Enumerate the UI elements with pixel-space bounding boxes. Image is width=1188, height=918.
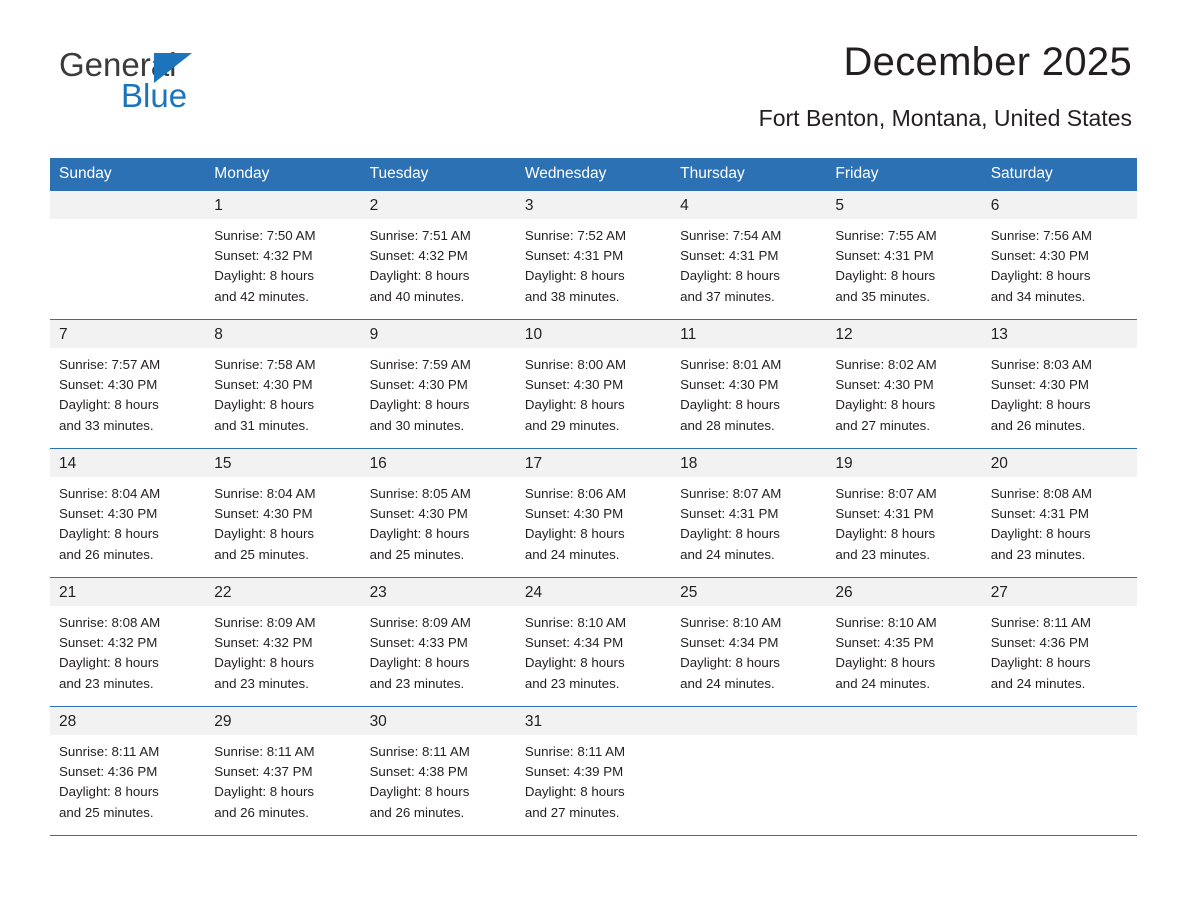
calendar-week-row: [50, 320, 1137, 449]
day-details: [50, 219, 205, 226]
day-details: [205, 735, 360, 823]
day-detail-line: Sunset: 4:31 PM: [835, 248, 934, 264]
day-details: [826, 477, 981, 565]
calendar-empty-cell: [671, 707, 826, 836]
calendar-day-cell[interactable]: [982, 578, 1137, 707]
day-number: [50, 191, 205, 219]
day-detail-line: Daylight: 8 hours: [990, 526, 1091, 542]
logo-text-blue: Blue: [121, 77, 188, 114]
calendar-day-cell[interactable]: [516, 578, 671, 707]
day-detail-line: Sunset: 4:32 PM: [59, 635, 158, 651]
day-number: 15: [205, 449, 360, 477]
day-detail-line: Sunrise: 8:11 AM: [990, 615, 1091, 630]
day-detail-line: and 24 minutes.: [835, 675, 931, 691]
calendar-day-cell[interactable]: [205, 320, 360, 449]
day-detail-line: Sunset: 4:30 PM: [214, 377, 313, 393]
day-detail-line: Sunrise: 8:11 AM: [524, 744, 626, 759]
day-number: [671, 707, 826, 735]
calendar-day-cell[interactable]: [205, 191, 360, 320]
logo-triangle-icon: [154, 53, 192, 83]
day-detail-line: Sunrise: 8:09 AM: [214, 615, 316, 630]
day-detail-line: and 27 minutes.: [524, 804, 620, 820]
day-number: 12: [826, 320, 981, 348]
day-number: 25: [671, 578, 826, 606]
day-detail-line: Daylight: 8 hours: [369, 655, 470, 671]
day-details: [205, 606, 360, 694]
day-number: 10: [516, 320, 671, 348]
calendar-day-cell[interactable]: [516, 707, 671, 836]
day-number: 31: [516, 707, 671, 735]
day-detail-line: Daylight: 8 hours: [59, 526, 159, 542]
day-detail-line: Daylight: 8 hours: [214, 397, 315, 413]
day-details: [516, 219, 671, 307]
day-detail-line: Sunset: 4:30 PM: [835, 377, 934, 393]
day-number: 5: [826, 191, 981, 219]
day-details: [982, 219, 1137, 307]
day-number: 16: [361, 449, 516, 477]
calendar-day-cell[interactable]: [671, 191, 826, 320]
day-detail-line: and 40 minutes.: [369, 288, 465, 304]
day-detail-line: Sunset: 4:38 PM: [369, 764, 468, 780]
calendar-day-cell[interactable]: [361, 320, 516, 449]
day-details: [826, 606, 981, 694]
day-number: 13: [982, 320, 1137, 348]
day-detail-line: Daylight: 8 hours: [369, 397, 470, 413]
day-detail-line: Daylight: 8 hours: [524, 784, 625, 800]
logo-text-general: General: [59, 46, 177, 83]
day-detail-line: Sunset: 4:30 PM: [524, 377, 624, 393]
day-detail-line: Sunset: 4:31 PM: [680, 506, 779, 522]
day-detail-line: and 30 minutes.: [369, 417, 465, 433]
calendar-day-cell[interactable]: [50, 578, 205, 707]
day-detail-line: Sunset: 4:36 PM: [990, 635, 1089, 651]
day-number: 3: [516, 191, 671, 219]
day-detail-line: Daylight: 8 hours: [59, 784, 159, 800]
day-detail-line: and 28 minutes.: [680, 417, 775, 433]
weekday-header-sunday: Sunday: [50, 158, 205, 191]
weekday-header-friday: Friday: [826, 158, 981, 191]
page-header: [50, 0, 1138, 131]
day-detail-line: and 24 minutes.: [990, 675, 1086, 691]
day-detail-line: Daylight: 8 hours: [369, 268, 470, 284]
day-number: 9: [361, 320, 516, 348]
day-detail-line: Sunset: 4:30 PM: [990, 377, 1089, 393]
day-details: [205, 477, 360, 565]
calendar-day-cell[interactable]: [50, 449, 205, 578]
day-detail-line: Sunrise: 8:08 AM: [990, 486, 1092, 501]
day-details: [50, 735, 205, 823]
day-detail-line: Daylight: 8 hours: [990, 655, 1091, 671]
day-detail-line: Sunset: 4:35 PM: [835, 635, 934, 651]
calendar-day-cell[interactable]: [516, 449, 671, 578]
weekday-header-thursday: Thursday: [671, 158, 826, 191]
day-details: [671, 477, 826, 565]
day-detail-line: Daylight: 8 hours: [524, 526, 625, 542]
day-details: [361, 219, 516, 307]
day-detail-line: Daylight: 8 hours: [369, 526, 470, 542]
calendar-week-row: [50, 707, 1137, 836]
day-detail-line: and 26 minutes.: [369, 804, 465, 820]
day-detail-line: and 42 minutes.: [214, 288, 309, 304]
calendar-day-cell[interactable]: [361, 449, 516, 578]
day-detail-line: Sunset: 4:30 PM: [369, 506, 468, 522]
day-details: [826, 219, 981, 307]
day-details: [671, 735, 826, 742]
calendar-day-cell[interactable]: [205, 578, 360, 707]
day-detail-line: Sunset: 4:30 PM: [59, 506, 158, 522]
day-number: 22: [205, 578, 360, 606]
day-details: [982, 477, 1137, 565]
calendar-week-row: [50, 449, 1137, 578]
calendar-day-cell[interactable]: [671, 578, 826, 707]
day-detail-line: Sunrise: 7:57 AM: [59, 357, 161, 372]
day-details: [205, 219, 360, 307]
day-detail-line: Sunset: 4:31 PM: [835, 506, 934, 522]
day-detail-line: and 33 minutes.: [59, 417, 154, 433]
page-title: December 2025: [843, 40, 1132, 84]
page-subtitle: Fort Benton, Montana, United States: [758, 105, 1132, 131]
day-detail-line: Sunrise: 7:59 AM: [369, 357, 471, 372]
calendar-day-cell[interactable]: [826, 578, 981, 707]
day-detail-line: Sunrise: 7:55 AM: [835, 228, 937, 243]
day-number: 30: [361, 707, 516, 735]
calendar-day-cell[interactable]: [361, 191, 516, 320]
day-number: 23: [361, 578, 516, 606]
calendar-day-cell[interactable]: [826, 191, 981, 320]
day-detail-line: Sunset: 4:30 PM: [680, 377, 779, 393]
calendar-header-row: [50, 158, 1137, 191]
day-detail-line: Daylight: 8 hours: [835, 655, 936, 671]
weekday-header-saturday: Saturday: [982, 158, 1137, 191]
day-detail-line: and 38 minutes.: [524, 288, 620, 304]
day-detail-line: Sunset: 4:34 PM: [524, 635, 624, 651]
day-detail-line: Sunrise: 8:10 AM: [835, 615, 937, 630]
calendar-day-cell[interactable]: [982, 320, 1137, 449]
day-detail-line: Sunset: 4:30 PM: [214, 506, 313, 522]
day-detail-line: Sunrise: 8:02 AM: [835, 357, 937, 372]
calendar-table: [50, 158, 1137, 836]
day-detail-line: and 24 minutes.: [524, 546, 620, 562]
day-detail-line: and 26 minutes.: [59, 546, 154, 562]
day-detail-line: and 24 minutes.: [680, 675, 775, 691]
day-detail-line: Sunrise: 8:11 AM: [369, 744, 470, 759]
day-detail-line: and 37 minutes.: [680, 288, 775, 304]
day-detail-line: Daylight: 8 hours: [524, 655, 625, 671]
day-number: 17: [516, 449, 671, 477]
day-number: 2: [361, 191, 516, 219]
day-detail-line: Sunrise: 7:51 AM: [369, 228, 471, 243]
day-detail-line: Daylight: 8 hours: [524, 397, 625, 413]
day-number: 14: [50, 449, 205, 477]
day-detail-line: Sunrise: 8:10 AM: [524, 615, 627, 630]
day-detail-line: Sunrise: 8:08 AM: [59, 615, 161, 630]
day-detail-line: Sunset: 4:30 PM: [990, 248, 1089, 264]
day-detail-line: Sunrise: 8:06 AM: [524, 486, 627, 501]
calendar-day-cell[interactable]: [516, 191, 671, 320]
calendar-day-cell[interactable]: [50, 707, 205, 836]
day-detail-line: Sunrise: 7:52 AM: [524, 228, 627, 243]
day-number: 26: [826, 578, 981, 606]
day-detail-line: Sunrise: 8:03 AM: [990, 357, 1092, 372]
calendar-day-cell[interactable]: [671, 320, 826, 449]
day-detail-line: Sunset: 4:30 PM: [524, 506, 624, 522]
day-detail-line: Sunrise: 8:11 AM: [59, 744, 160, 759]
day-details: [671, 219, 826, 307]
calendar-week-row: [50, 191, 1137, 320]
calendar-day-cell[interactable]: [826, 320, 981, 449]
day-detail-line: Daylight: 8 hours: [214, 526, 315, 542]
calendar-day-cell[interactable]: [361, 578, 516, 707]
day-detail-line: Sunrise: 7:56 AM: [990, 228, 1092, 243]
day-details: [50, 348, 205, 436]
day-detail-line: Daylight: 8 hours: [214, 784, 315, 800]
day-detail-line: and 24 minutes.: [680, 546, 775, 562]
day-number: 1: [205, 191, 360, 219]
day-detail-line: and 35 minutes.: [835, 288, 931, 304]
day-number: [826, 707, 981, 735]
calendar-day-cell[interactable]: [361, 707, 516, 836]
day-detail-line: Sunset: 4:31 PM: [680, 248, 779, 264]
day-number: 6: [982, 191, 1137, 219]
day-detail-line: Daylight: 8 hours: [680, 526, 780, 542]
weekday-header-monday: Monday: [205, 158, 360, 191]
calendar-day-cell[interactable]: [205, 707, 360, 836]
day-detail-line: Daylight: 8 hours: [680, 268, 780, 284]
day-details: [982, 735, 1137, 742]
day-detail-line: Sunrise: 8:00 AM: [524, 357, 627, 372]
day-details: [361, 477, 516, 565]
day-detail-line: Daylight: 8 hours: [990, 397, 1091, 413]
day-number: 28: [50, 707, 205, 735]
day-detail-line: Sunrise: 8:07 AM: [680, 486, 782, 501]
day-details: [516, 735, 671, 823]
day-detail-line: Sunset: 4:33 PM: [369, 635, 468, 651]
calendar-day-cell[interactable]: [982, 191, 1137, 320]
day-details: [205, 348, 360, 436]
day-detail-line: and 29 minutes.: [524, 417, 620, 433]
calendar-day-cell[interactable]: [205, 449, 360, 578]
day-number: [982, 707, 1137, 735]
day-detail-line: and 23 minutes.: [835, 546, 931, 562]
day-detail-line: Sunrise: 8:09 AM: [369, 615, 471, 630]
day-detail-line: and 26 minutes.: [990, 417, 1086, 433]
day-details: [361, 348, 516, 436]
day-detail-line: Sunset: 4:31 PM: [990, 506, 1089, 522]
day-number: 21: [50, 578, 205, 606]
day-number: 20: [982, 449, 1137, 477]
calendar-empty-cell: [50, 191, 205, 320]
day-detail-line: Sunset: 4:37 PM: [214, 764, 313, 780]
day-details: [982, 606, 1137, 694]
day-detail-line: Daylight: 8 hours: [835, 397, 936, 413]
day-detail-line: Sunrise: 7:58 AM: [214, 357, 316, 372]
day-detail-line: and 23 minutes.: [524, 675, 620, 691]
day-details: [671, 348, 826, 436]
day-detail-line: and 27 minutes.: [835, 417, 931, 433]
day-details: [671, 606, 826, 694]
day-detail-line: and 26 minutes.: [214, 804, 309, 820]
day-detail-line: Sunrise: 7:50 AM: [214, 228, 316, 243]
day-detail-line: Sunset: 4:31 PM: [524, 248, 624, 264]
day-number: 29: [205, 707, 360, 735]
calendar-body: [50, 191, 1137, 836]
calendar-empty-cell: [826, 707, 981, 836]
day-detail-line: Sunrise: 8:10 AM: [680, 615, 782, 630]
calendar-day-cell[interactable]: [982, 449, 1137, 578]
day-detail-line: Sunset: 4:39 PM: [524, 764, 624, 780]
day-detail-line: Daylight: 8 hours: [524, 268, 625, 284]
day-detail-line: Sunset: 4:30 PM: [59, 377, 158, 393]
day-detail-line: Sunrise: 8:04 AM: [214, 486, 316, 501]
day-number: 19: [826, 449, 981, 477]
day-detail-line: Daylight: 8 hours: [680, 397, 780, 413]
day-detail-line: and 25 minutes.: [369, 546, 465, 562]
day-detail-line: and 23 minutes.: [59, 675, 154, 691]
day-detail-line: Sunrise: 8:07 AM: [835, 486, 937, 501]
day-details: [50, 606, 205, 694]
day-details: [361, 735, 516, 823]
day-detail-line: Sunrise: 7:54 AM: [680, 228, 782, 243]
calendar-day-cell[interactable]: [50, 320, 205, 449]
day-detail-line: Daylight: 8 hours: [59, 397, 159, 413]
day-detail-line: Daylight: 8 hours: [214, 268, 315, 284]
day-detail-line: Sunset: 4:32 PM: [214, 635, 313, 651]
day-detail-line: Daylight: 8 hours: [835, 526, 936, 542]
day-detail-line: Sunset: 4:32 PM: [369, 248, 468, 264]
day-detail-line: and 25 minutes.: [214, 546, 309, 562]
day-details: [982, 348, 1137, 436]
day-number: 24: [516, 578, 671, 606]
day-detail-line: Sunrise: 8:01 AM: [680, 357, 782, 372]
day-number: 27: [982, 578, 1137, 606]
day-detail-line: and 23 minutes.: [369, 675, 465, 691]
weekday-header-tuesday: Tuesday: [361, 158, 516, 191]
day-details: [516, 606, 671, 694]
calendar-day-cell[interactable]: [516, 320, 671, 449]
calendar-week-row: [50, 578, 1137, 707]
day-number: 8: [205, 320, 360, 348]
day-detail-line: and 25 minutes.: [59, 804, 154, 820]
day-detail-line: Daylight: 8 hours: [835, 268, 936, 284]
weekday-header-wednesday: Wednesday: [516, 158, 671, 191]
day-detail-line: and 23 minutes.: [990, 546, 1086, 562]
day-number: 11: [671, 320, 826, 348]
calendar-day-cell[interactable]: [671, 449, 826, 578]
day-detail-line: Sunrise: 8:11 AM: [214, 744, 315, 759]
day-detail-line: Daylight: 8 hours: [214, 655, 315, 671]
day-detail-line: Daylight: 8 hours: [680, 655, 780, 671]
calendar-day-cell[interactable]: [826, 449, 981, 578]
day-details: [826, 348, 981, 436]
day-detail-line: and 34 minutes.: [990, 288, 1086, 304]
calendar-empty-cell: [982, 707, 1137, 836]
day-details: [361, 606, 516, 694]
day-detail-line: Daylight: 8 hours: [990, 268, 1091, 284]
day-number: 4: [671, 191, 826, 219]
day-number: 18: [671, 449, 826, 477]
day-detail-line: Sunrise: 8:04 AM: [59, 486, 161, 501]
day-detail-line: Sunrise: 8:05 AM: [369, 486, 471, 501]
day-details: [50, 477, 205, 565]
day-detail-line: Sunset: 4:36 PM: [59, 764, 158, 780]
day-details: [516, 477, 671, 565]
day-detail-line: and 31 minutes.: [214, 417, 309, 433]
day-number: 7: [50, 320, 205, 348]
day-details: [516, 348, 671, 436]
day-detail-line: Sunset: 4:34 PM: [680, 635, 779, 651]
day-detail-line: Sunset: 4:32 PM: [214, 248, 313, 264]
day-detail-line: and 23 minutes.: [214, 675, 309, 691]
day-details: [826, 735, 981, 742]
day-detail-line: Daylight: 8 hours: [369, 784, 470, 800]
general-blue-logo: [59, 48, 319, 114]
day-detail-line: Sunset: 4:30 PM: [369, 377, 468, 393]
day-detail-line: Daylight: 8 hours: [59, 655, 159, 671]
